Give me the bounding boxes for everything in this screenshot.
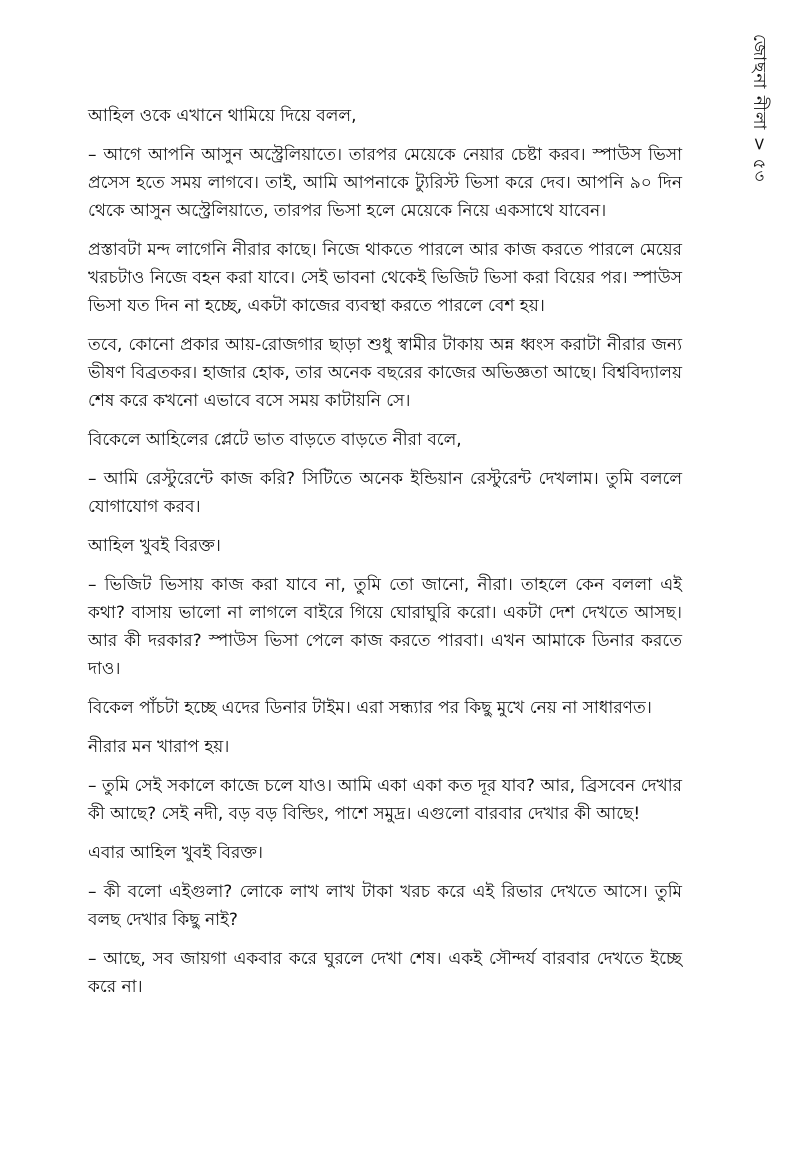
paragraph: নীরার মন খারাপ হয়।	[88, 737, 230, 757]
paragraph: তবে, কোনো প্রকার আয়-রোজগার ছাড়া শুধু স্বামীর টাকায় অন্ন ধ্বংস করাটা নীরার জন্য ভীষণ বিব্রতকর। হাজার হোক, তার অনেক বছরের কাজের অভিজ্ঞতা আছে। বিশ্ববিদ্যালয় শেষ করে কখনো এভাবে বসে সময় কাটায়নি সে।	[88, 335, 682, 411]
paragraph: এবার আহিল খুবই বিরক্ত।	[88, 843, 263, 863]
paragraph: আহিল খুবই বিরক্ত।	[88, 536, 221, 556]
paragraph: – কী বলো এইগুলা? লোকে লাখ লাখ টাকা খরচ করে এই রিভার দেখতে আসে। তুমি বলছ দেখার কিছু নাই?	[88, 882, 682, 930]
running-head: জোছনা নীলা > ৫৩	[749, 34, 769, 183]
paragraph: – আমি রেস্টুরেন্টে কাজ করি? সিটিতে অনেক ইন্ডিয়ান রেস্টুরেন্ট দেখলাম। তুমি বললে যোগাযোগ করব।	[88, 469, 682, 517]
body-text	[88, 102, 682, 1012]
paragraph: – আগে আপনি আসুন অস্ট্রেলিয়াতে। তারপর মেয়েকে নেয়ার চেষ্টা করব। স্পাউস ভিসা প্রসেস হতে সময় লাগবে। তাই, আমি আপনাকে ট্যুরিস্ট ভিসা করে দেব। আপনি ৯০ দিন থেকে আসুন অস্ট্রেলিয়াতে, তারপর ভিসা হলে মেয়েকে নিয়ে একসাথে যাবেন।	[88, 145, 682, 221]
paragraph: – আছে, সব জায়গা একবার করে ঘুরলে দেখা শেষ। একই সৌন্দর্য বারবার দেখতে ইচ্ছে করে না।	[88, 949, 682, 997]
paragraph: বিকেলে আহিলের প্লেটে ভাত বাড়তে বাড়তে নীরা বলে,	[88, 430, 462, 450]
paragraph: আহিল ওকে এখানে থামিয়ে দিয়ে বলল,	[88, 106, 357, 126]
paragraph: প্রস্তাবটা মন্দ লাগেনি নীরার কাছে। নিজে থাকতে পারলে আর কাজ করতে পারলে মেয়ের খরচটাও নিজে বহন করা যাবে। সেই ভাবনা থেকেই ভিজিট ভিসা করা বিয়ের পর। স্পাউস ভিসা যত দিন না হচ্ছে, একটা কাজের ব্যবস্থা করতে পারলে বেশ হয়।	[88, 240, 682, 316]
paragraph: বিকেল পাঁচটা হচ্ছে এদের ডিনার টাইম। এরা সন্ধ্যার পর কিছু মুখে নেয় না সাধারণত।	[88, 698, 652, 718]
paragraph: – ভিজিট ভিসায় কাজ করা যাবে না, তুমি তো জানো, নীরা। তাহলে কেন বললা এই কথা? বাসায় ভালো না লাগলে বাইরে গিয়ে ঘোরাঘুরি করো। একটা দেশ দেখতে আসছ। আর কী দরকার? স্পাউস ভিসা পেলে কাজ করতে পারবা। এখন আমাকে ডিনার করতে দাও।	[88, 575, 682, 679]
paragraph: – তুমি সেই সকালে কাজে চলে যাও। আমি একা একা কত দূর যাব? আর, ব্রিসবেন দেখার কী আছে? সেই নদী, বড় বড় বিল্ডিং, পাশে সমুদ্র। এগুলো বারবার দেখার কী আছে!	[88, 776, 682, 824]
